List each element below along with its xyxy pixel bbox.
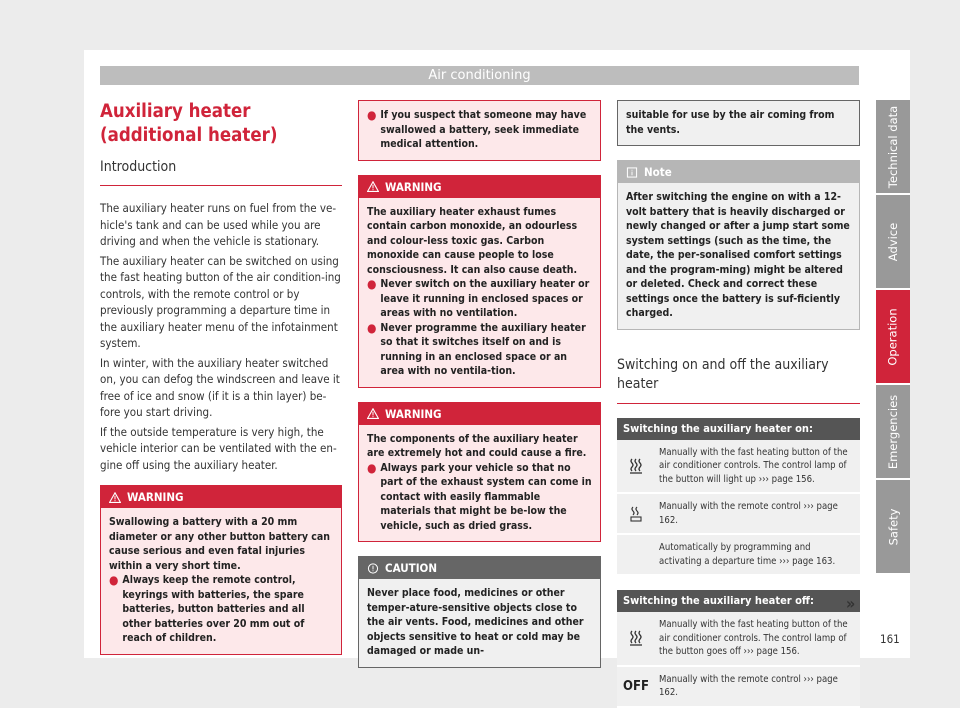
warning-header — [359, 403, 600, 425]
table-row — [617, 494, 860, 535]
column-1 — [100, 100, 342, 669]
table-row — [617, 667, 860, 708]
warning-bullet: ● If you suspect that someone may have swallowed a battery, seek immediate medical attention. — [367, 108, 587, 150]
bullet-dot-icon: ● — [367, 108, 377, 122]
warning-triangle-icon — [367, 408, 379, 419]
warning-body — [359, 101, 600, 160]
note-box — [617, 160, 860, 330]
caution-label: CAUTION — [385, 561, 438, 575]
warning-triangle-icon — [367, 181, 379, 192]
section-heading: Switching on and off the auxiliary heater — [617, 356, 860, 404]
chapter-header: Air conditioning — [100, 66, 859, 85]
paragraph: The auxiliary heater can be switched on using the fast heating button of the air condition-ing controls, with the remote control or by previously programming a departure time in the auxiliary heater menu of the infotainment system. — [100, 253, 341, 350]
bullet-dot-icon: ● — [367, 460, 377, 475]
table-cell: Manually with the fast heating button of the air conditioner controls. The control lamp of the button goes off ››› page 156. — [659, 619, 848, 657]
column-2 — [358, 100, 601, 682]
tab-emergencies[interactable]: Emergencies — [876, 385, 910, 478]
warning-box — [358, 402, 601, 543]
caution-circle-icon — [367, 563, 379, 574]
table-row — [617, 440, 860, 495]
paragraph: In winter, with the auxiliary heater switched on, you can defog the windscreen and leave it free of ice and snow (if it is a thin layer) be-fore you start driving. — [100, 355, 340, 419]
continued-marker: » — [846, 594, 856, 613]
warning-box — [358, 175, 601, 388]
warning-box — [100, 485, 342, 655]
bullet-dot-icon: ● — [367, 277, 377, 291]
table-header: Switching the auxiliary heater on: — [617, 418, 860, 440]
paragraph: If the outside temperature is very high, the vehicle interior can be ventilated with the en-gine off using the auxiliary heater. — [100, 424, 337, 472]
column-3 — [617, 100, 860, 708]
note-header — [618, 161, 859, 183]
bullet-dot-icon: ● — [109, 573, 119, 587]
page-number: 161 — [880, 632, 900, 646]
table-header: Switching the auxiliary heater off: — [617, 590, 860, 612]
tab-technical-data[interactable]: Technical data — [876, 100, 910, 193]
warning-bullet: ● Always keep the remote control, keyrings with batteries, the spare batteries, button batteries and all other batteries over 20 mm out of reach of children. — [109, 573, 305, 644]
warning-body — [359, 198, 600, 387]
tab-advice[interactable]: Advice — [876, 195, 910, 288]
info-icon — [626, 167, 638, 178]
warning-text: The auxiliary heater exhaust fumes contain carbon monoxide, an odourless and colour-less toxic gas. Carbon monoxide can cause people to lose consciousness. It can also cause death. — [367, 205, 578, 276]
remote-heating-icon — [617, 506, 655, 522]
table-cell: Manually with the remote control ››› page 162. — [659, 673, 838, 698]
table-cell: Manually with the fast heating button of the air conditioner controls. The control lamp of the button will light up ››› page 156. — [659, 446, 848, 485]
caution-body: Never place food, medicines or other temper-ature-sensitive objects close to the air vents. Food, medicines and other objects sensitive to heat or cold may be damaged or made un- — [359, 579, 600, 667]
table-cell: Automatically by programming and activating a departure time ››› page 163. — [659, 542, 836, 567]
note-body: After switching the engine on with a 12-volt battery that is heavily discharged or newly changed or after a jump start some system settings (such as the time, the date, the per-sonalised comfort settings and the program-ming) might be altered or deleted. Check and correct these settings once the battery is suf-ficiently charged. — [618, 183, 859, 329]
switch-off-table — [617, 590, 860, 708]
fast-heating-icon — [617, 458, 655, 474]
warning-bullet: ● Never programme the auxiliary heater so that it switches itself on and is running in an enclosed space or an area with no ventila-tion. — [367, 320, 586, 377]
tab-operation[interactable]: Operation — [876, 290, 910, 383]
switch-on-table — [617, 418, 860, 577]
side-tabs — [876, 100, 910, 575]
table-cell: Manually with the remote control ››› page 162. — [659, 501, 838, 526]
warning-body — [101, 508, 341, 654]
table-row — [617, 535, 860, 576]
warning-text: The components of the auxiliary heater are extremely hot and could cause a fire. — [367, 432, 587, 459]
table-row — [617, 612, 860, 667]
tab-safety[interactable]: Safety — [876, 480, 910, 573]
caution-box — [358, 556, 601, 668]
subsection-title: Introduction — [100, 159, 177, 175]
fast-heating-icon — [617, 630, 655, 646]
warning-triangle-icon — [109, 492, 121, 503]
warning-header — [359, 176, 600, 198]
warning-body — [359, 425, 600, 542]
warning-label: WARNING — [385, 179, 442, 194]
caution-continued-box — [617, 100, 860, 146]
warning-bullet: ● Always park your vehicle so that no part of the exhaust system can come in contact with easily flammable materials that might be be-low the vehicle, such as dried grass. — [367, 460, 592, 532]
warning-label: WARNING — [127, 490, 184, 504]
note-label: Note — [644, 165, 672, 179]
bullet-dot-icon: ● — [367, 320, 377, 335]
caution-body: suitable for use by the air coming from the vents. — [618, 101, 859, 145]
warning-continued-box — [358, 100, 601, 161]
section-title: Auxiliary heater (additional heater) — [100, 101, 278, 146]
warning-text: Swallowing a battery with a 20 mm diameter or any other button battery can cause serious and even fatal injuries within a very short time. — [109, 516, 330, 572]
warning-bullet: ● Never switch on the auxiliary heater or leave it running in enclosed spaces or areas with no ventilation. — [367, 277, 590, 319]
caution-header — [359, 557, 600, 579]
paragraph: The auxiliary heater runs on fuel from the ve-hicle's tank and can be used while you are driving and when the vehicle is stationary. — [100, 201, 337, 248]
off-icon: OFF — [623, 678, 649, 694]
warning-label: WARNING — [385, 406, 442, 421]
title-block — [100, 100, 342, 186]
warning-header — [101, 486, 341, 508]
